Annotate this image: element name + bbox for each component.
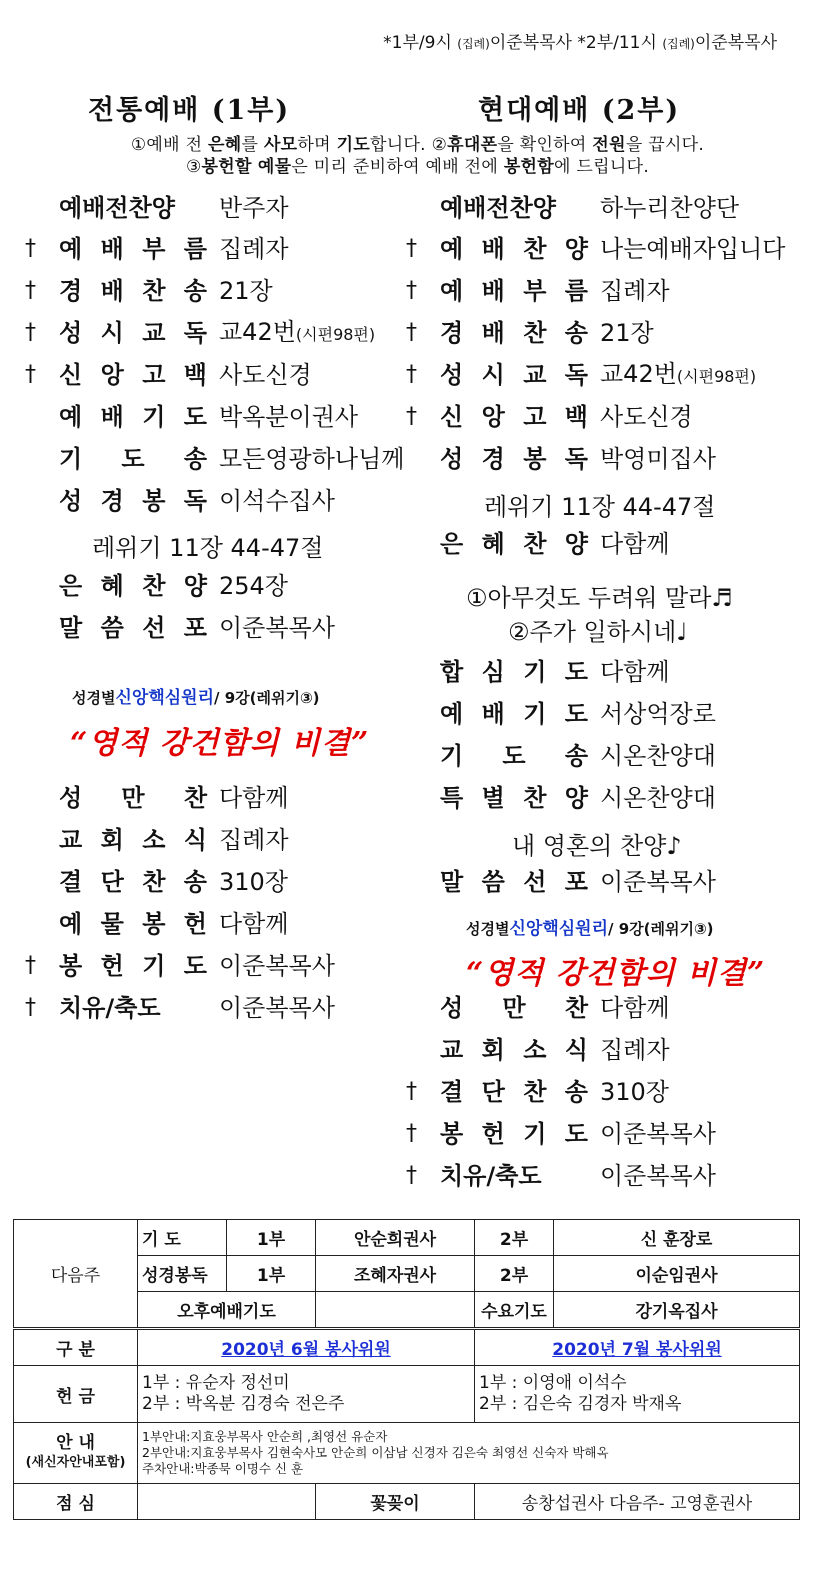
service-order-item: [406, 778, 716, 818]
july-volunteers-link[interactable]: 2020년 7월 봉사위원: [552, 1340, 722, 1360]
order-value: 다함께: [600, 658, 670, 686]
cross-mark: †: [406, 1079, 417, 1104]
order-label: 치유/축도: [440, 1162, 542, 1190]
order-value: 이준복목사: [219, 952, 335, 980]
order-value: 이석수집사: [219, 487, 335, 515]
order-value: 교42번(시편98편): [219, 317, 376, 346]
order-value: 박옥분이권사: [219, 403, 359, 431]
service-order-item: [25, 904, 289, 944]
order-value: 21장: [219, 277, 273, 305]
service-order-item: [406, 397, 693, 437]
order-value: 이준복목사: [600, 868, 716, 896]
service-order-item: [25, 439, 404, 479]
modern-service-title: 현대예배 (2부): [478, 95, 681, 126]
order-label: 은 혜 찬 양: [59, 572, 207, 600]
service-order-item: [406, 439, 716, 479]
cross-mark: †: [406, 278, 417, 303]
prayer-part1: 1부: [227, 1220, 316, 1256]
right-song-2: ②주가 일하시네♩: [508, 618, 688, 646]
service-order-item: [406, 652, 670, 692]
order-value: 교42번(시편98편): [600, 359, 757, 388]
notice-line-1: ①예배 전 은혜를 사모하며 기도합니다. ②휴대폰을 확인하여 전원을 끕시다.: [130, 135, 705, 155]
next-week-label: 다음주: [14, 1220, 138, 1329]
service-order-item: [25, 271, 273, 311]
july-offering: 1부 : 이영애 이석수 2부 : 김은숙 김경자 박재옥: [475, 1366, 800, 1423]
service1-time: *1부/9시: [383, 33, 452, 53]
order-label: 성 만 찬: [59, 784, 207, 812]
order-value: 다함께: [219, 910, 289, 938]
service-order-item: [406, 988, 670, 1028]
order-value: 이준복목사: [600, 1162, 716, 1190]
cross-mark: †: [25, 236, 36, 261]
order-label: 예 배 찬 양: [440, 235, 588, 263]
june-offering: 1부 : 유순자 정선미 2부 : 박옥분 김경숙 전은주: [138, 1366, 475, 1423]
order-label: 예배전찬양: [59, 194, 175, 222]
order-label: 신 앙 고 백: [59, 361, 207, 389]
cross-mark: †: [406, 1121, 417, 1146]
order-label: 경 배 찬 송: [59, 277, 207, 305]
volunteer-table: [13, 1219, 800, 1520]
cross-mark: †: [25, 995, 36, 1020]
reading-part2: 2부: [475, 1256, 554, 1292]
service2-role: (집례): [662, 37, 695, 51]
service-order-item: [406, 355, 756, 395]
wednesday-prayer-label: 수요기도: [475, 1292, 554, 1329]
order-value: 모든영광하나님께: [219, 445, 405, 473]
order-label: 결 단 찬 송: [440, 1078, 588, 1106]
service-order-item: [25, 862, 288, 902]
cross-mark: †: [406, 404, 417, 429]
service-order-item: [406, 736, 716, 776]
order-value: 집례자: [600, 277, 670, 305]
order-value: 254장: [219, 572, 288, 600]
order-label: 성 시 교 독: [440, 361, 588, 389]
order-value: 310장: [219, 868, 288, 896]
lunch-value: [138, 1484, 316, 1520]
order-label: 치유/축도: [59, 994, 161, 1022]
order-label: 봉 헌 기 도: [59, 952, 207, 980]
service-order-item: [25, 988, 335, 1028]
order-value: 집례자: [600, 1036, 670, 1064]
cross-mark: †: [25, 320, 36, 345]
order-label: 예 배 기 도: [440, 700, 588, 728]
order-value: 나는예배자입니다: [600, 235, 786, 263]
service-order-item: [25, 778, 289, 818]
left-sermon-title: “영적 강건함의 비결”: [70, 726, 370, 761]
order-value: 310장: [600, 1078, 669, 1106]
order-value: 다함께: [600, 530, 670, 558]
offering-label: 헌 금: [14, 1366, 138, 1423]
order-label: 교 회 소 식: [59, 826, 207, 854]
order-label: 말 씀 선 포: [440, 868, 588, 896]
service-order-item: [406, 1072, 669, 1112]
flower-label: 꽃꽂이: [316, 1484, 475, 1520]
order-label: 성 경 봉 독: [59, 487, 207, 515]
service-order-item: [406, 188, 739, 228]
service2-person: 이준복목사: [694, 33, 777, 53]
wednesday-prayer-person: 강기옥집사: [554, 1292, 800, 1329]
service-order-item: [406, 694, 716, 734]
order-value: 이준복목사: [219, 994, 335, 1022]
order-value: 사도신경: [600, 403, 693, 431]
reading-part1: 1부: [227, 1256, 316, 1292]
cross-mark: †: [406, 362, 417, 387]
service-order-item: [25, 608, 335, 648]
order-label: 특 별 찬 양: [440, 784, 588, 812]
order-label: 성 시 교 독: [59, 319, 207, 347]
service-order-item: [25, 313, 375, 353]
order-value: 집례자: [219, 235, 289, 263]
service-order-item: [406, 313, 654, 353]
afternoon-prayer-person: [316, 1292, 475, 1329]
reading-part1-person: 조혜자권사: [316, 1256, 475, 1292]
service-order-item: [25, 229, 289, 269]
service-order-item: [25, 355, 312, 395]
order-value: 집례자: [219, 826, 289, 854]
order-label: 봉 헌 기 도: [440, 1120, 588, 1148]
order-label: 은 혜 찬 양: [440, 530, 588, 558]
order-label: 예 물 봉 헌: [59, 910, 207, 938]
cross-mark: †: [406, 236, 417, 261]
order-label: 결 단 찬 송: [59, 868, 207, 896]
cross-mark: †: [25, 278, 36, 303]
prayer-part2-person: 신 훈장로: [554, 1220, 800, 1256]
prayer-label: 기 도: [138, 1220, 227, 1256]
reading-label: 성경봉독: [138, 1256, 227, 1292]
afternoon-prayer-label: 오후예배기도: [138, 1292, 316, 1329]
service-order-item: [25, 188, 289, 228]
cross-mark: †: [406, 320, 417, 345]
service-order-item: [25, 946, 335, 986]
right-song-1: ①아무것도 두려워 말라♬: [466, 584, 733, 612]
order-value: 서상억장로: [600, 700, 716, 728]
service-order-item: [406, 271, 670, 311]
order-value: 하누리찬양단: [600, 194, 740, 222]
order-label: 예 배 부 름: [440, 277, 588, 305]
cross-mark: †: [406, 1163, 417, 1188]
guide-details: 1부안내:지효웅부목사 안순희 ,최영선 유순자 2부안내:지효웅부목사 김현숙사모 안순희 이삼남 신경자 김은숙 최영선 신숙자 박해옥 주차안내:박종묵 이명수 신 훈: [138, 1423, 800, 1484]
service-order-item: [25, 397, 358, 437]
june-volunteers-link[interactable]: 2020년 6월 봉사위원: [221, 1340, 391, 1360]
lunch-label: 점 심: [14, 1484, 138, 1520]
service-order-item: [25, 481, 335, 521]
order-label: 성 경 봉 독: [440, 445, 588, 473]
service-order-item: [25, 566, 288, 606]
left-sermon-series: 성경별신앙핵심원리/ 9강(레위기③): [72, 688, 320, 708]
left-scripture-reference: 레위기 11장 44-47절: [92, 534, 324, 562]
service1-person: 이준복목사: [489, 33, 572, 53]
cross-mark: †: [25, 362, 36, 387]
order-value: 시온찬양대: [600, 784, 716, 812]
service-order-item: [406, 1030, 670, 1070]
order-label: 경 배 찬 송: [440, 319, 588, 347]
order-label: 기 도 송: [440, 742, 588, 770]
category-label: 구 분: [14, 1329, 138, 1366]
service1-role: (집례): [457, 37, 490, 51]
service2-time: *2부/11시: [577, 33, 657, 53]
service-times-header: [383, 28, 777, 53]
order-label: 성 만 찬: [440, 994, 588, 1022]
order-value: 다함께: [600, 994, 670, 1022]
order-label: 신 앙 고 백: [440, 403, 588, 431]
order-value: 다함께: [219, 784, 289, 812]
right-scripture-reference: 레위기 11장 44-47절: [484, 493, 716, 521]
order-value: 반주자: [219, 194, 289, 222]
order-label: 교 회 소 식: [440, 1036, 588, 1064]
service-order-item: [406, 862, 716, 902]
service-order-item: [406, 524, 670, 564]
right-sermon-title: “영적 강건함의 비결”: [466, 956, 766, 991]
notice-line-2: ③봉헌할 예물은 미리 준비하여 예배 전에 봉헌함에 드립니다.: [185, 157, 650, 177]
order-value: 21장: [600, 319, 654, 347]
flower-people: 송창섭권사 다음주- 고영훈권사: [475, 1484, 800, 1520]
order-value: 이준복목사: [600, 1120, 716, 1148]
order-value: 사도신경: [219, 361, 312, 389]
prayer-part2: 2부: [475, 1220, 554, 1256]
service-order-item: [406, 1114, 716, 1154]
order-value: 박영미집사: [600, 445, 716, 473]
reading-part2-person: 이순임권사: [554, 1256, 800, 1292]
order-label: 합 심 기 도: [440, 658, 588, 686]
order-label: 예 배 기 도: [59, 403, 207, 431]
order-label: 기 도 송: [59, 445, 207, 473]
right-sermon-series: 성경별신앙핵심원리/ 9강(레위기③): [466, 919, 714, 939]
service-order-item: [406, 1156, 716, 1196]
cross-mark: †: [25, 953, 36, 978]
guide-label: 안 내 (새신자안내포함): [14, 1423, 138, 1484]
order-value: 시온찬양대: [600, 742, 716, 770]
traditional-service-title: 전통예배 (1부): [88, 95, 291, 126]
prayer-part1-person: 안순희권사: [316, 1220, 475, 1256]
order-label: 예 배 부 름: [59, 235, 207, 263]
service-order-item: [25, 820, 289, 860]
order-label: 예배전찬양: [440, 194, 556, 222]
service-order-item: [406, 229, 785, 269]
order-label: 말 씀 선 포: [59, 614, 207, 642]
right-special-song: 내 영혼의 찬양♪: [512, 832, 682, 860]
order-value: 이준복목사: [219, 614, 335, 642]
